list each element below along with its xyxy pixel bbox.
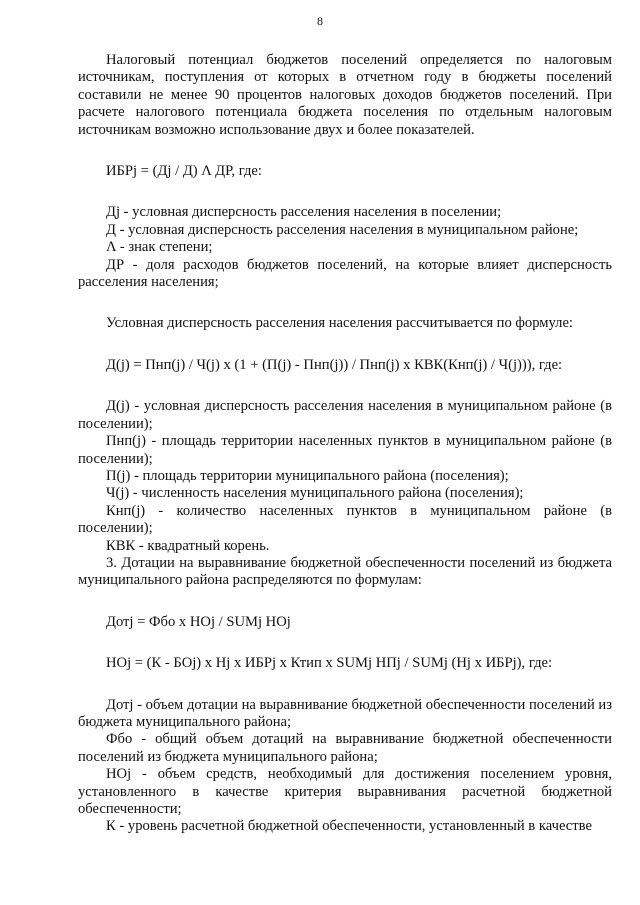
definition-kvk: КВК - квадратный корень. [106,537,270,554]
definition-power-sign: Λ - знак степени; [106,239,213,256]
formula-dispersion: Д(j) = Пнп(j) / Ч(j) x (1 + (П(j) - Пнп(j)) / Пнп(j) x КВК(Кнп(j) / Ч(j))), где: [106,356,563,373]
page-number: 8 [317,14,323,28]
definition-no: НОj - объем средств, необходимый для достижения поселением уровня, установленного в качестве критерия выравнивания расчетной бюджетной обеспеченности; [78,766,612,817]
definition-k: К - уровень расчетной бюджетной обеспеченности, установленный в качестве [106,818,592,835]
document-body [78,52,612,836]
formula-no: НОj = (К - БОj) x Нj x ИБРj x Ктип x SUMj НПj / SUMj (Нj x ИБРj), где: [106,655,553,672]
definition-p: П(j) - площадь территории муниципального района (поселения); [106,467,509,484]
paragraph-dispersion-intro: Условная дисперсность расселения населения рассчитывается по формуле: [106,315,573,332]
definition-dj: Дj - условная дисперсность расселения населения в поселении; [106,204,502,221]
definition-knp: Кнп(j) - количество населенных пунктов в муниципальном районе (в поселении); [78,502,612,537]
definition-dr: ДР - доля расходов бюджетов поселений, на которые влияет дисперсность расселения населения; [78,256,612,291]
paragraph-tax-potential: Налоговый потенциал бюджетов поселений определяется по налоговым источникам, поступления от которых в отчетном году в бюджеты поселений составили не менее 90 процентов налоговых доходов бюджетов поселений. При расчете налогового потенциала бюджета поселения по отдельным налоговым источникам возможно использование двух и более показателей. [78,52,612,138]
definition-pnp: Пнп(j) - площадь территории населенных пунктов в муниципальном районе (в поселении); [78,433,612,467]
paragraph-section-3: 3. Дотации на выравнивание бюджетной обеспеченности поселений из бюджета муниципального района распределяются по формулам: [78,554,612,589]
definition-fbo: Фбо - общий объем дотаций на выравнивание бюджетной обеспеченности поселений из бюджета муниципального района; [78,731,612,765]
definition-dot: Дотj - объем дотации на выравнивание бюджетной обеспеченности поселений из бюджета муниципального района; [78,696,612,730]
definition-d-j: Д(j) - условная дисперсность расселения населения в муниципальном районе (в поселении); [78,398,612,432]
definition-d: Д - условная дисперсность расселения населения в муниципальном районе; [106,221,579,238]
definition-ch: Ч(j) - численность населения муниципального района (поселения); [106,485,524,502]
formula-ibr: ИБРj = (Дj / Д) Λ ДР, где: [106,163,262,180]
formula-dot: Дотj = Фбо x НОj / SUMj НОj [106,613,291,630]
